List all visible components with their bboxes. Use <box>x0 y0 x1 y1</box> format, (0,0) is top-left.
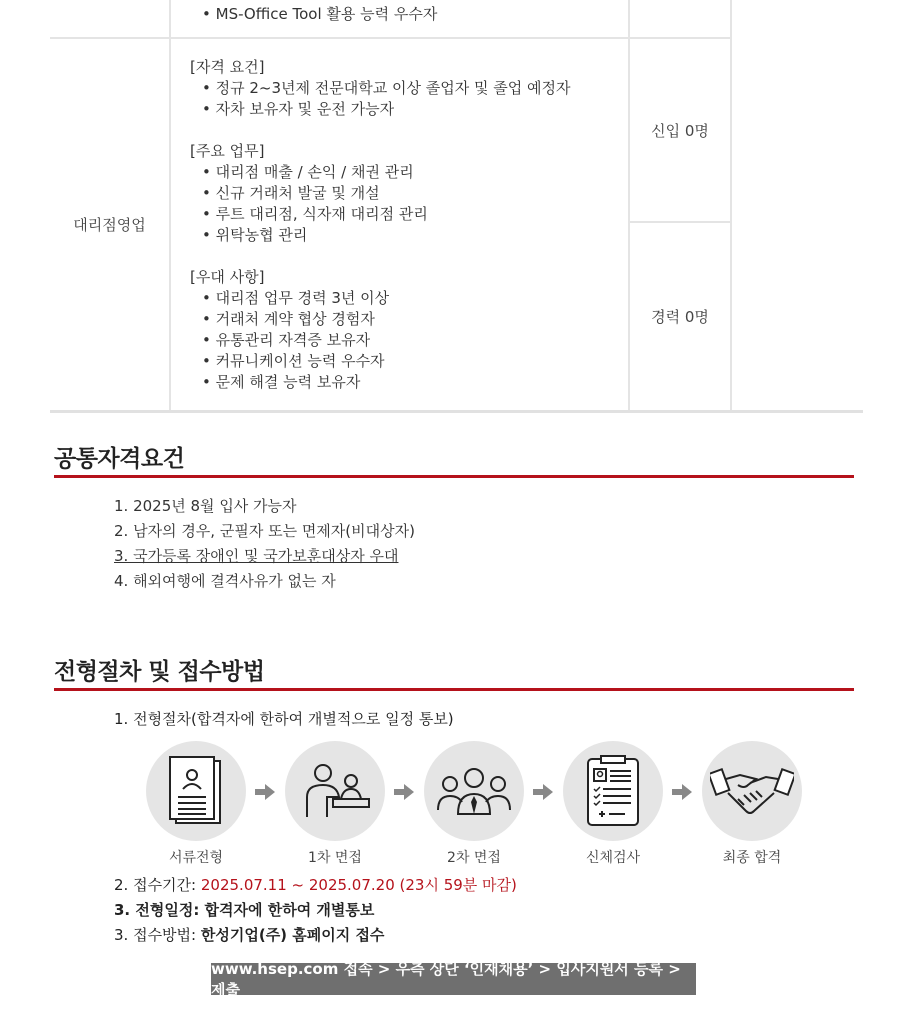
application-period: 2. 접수기간: 2025.07.11 ~ 2025.07.20 (23시 59분 마감) <box>114 876 517 894</box>
schedule-line: 3. 전형일정: 합격자에 한하여 개별통보 <box>114 901 375 919</box>
method-value: 한성기업(주) 홈페이지 접수 <box>200 926 385 944</box>
step-label: 서류전형 <box>168 850 224 866</box>
list-item: 3. 국가등록 장애인 및 국가보훈대상자 우대 <box>114 547 399 565</box>
hire-new-cell <box>630 39 730 221</box>
process-step <box>424 741 524 867</box>
hire-exp-count: 경력 0명 <box>651 308 709 326</box>
schedule-value: 합격자에 한하여 개별통보 <box>204 901 375 919</box>
arrow-right-icon <box>394 784 414 800</box>
interview-icon <box>299 761 371 821</box>
arrow-right-icon <box>672 784 692 800</box>
method-line: 3. 접수방법: 한성기업(주) 홈페이지 접수 <box>114 926 385 944</box>
process-step <box>563 741 663 867</box>
step-circle <box>702 741 802 841</box>
arrow-right-icon <box>533 784 553 800</box>
job-table <box>50 0 863 414</box>
handshake-icon <box>710 763 794 819</box>
preferences-title: [우대 사항] <box>190 268 265 286</box>
list-item: • 거래처 계약 협상 경험자 <box>202 310 375 328</box>
group-interview-icon <box>436 766 512 816</box>
step-label: 1차 면접 <box>308 850 362 866</box>
step-circle <box>285 741 385 841</box>
list-item: • 커뮤니케이션 능력 우수자 <box>202 352 385 370</box>
section-divider <box>54 475 854 478</box>
process-step <box>146 741 246 867</box>
period-value: 2025.07.11 ~ 2025.07.20 (23시 59분 마감) <box>200 876 517 894</box>
duties-title: [주요 업무] <box>190 142 265 160</box>
list-item: • 유통관리 자격증 보유자 <box>202 331 371 349</box>
process-title: 전형절차 및 접수방법 <box>54 659 265 685</box>
section-divider <box>54 688 854 691</box>
qualification-cell <box>190 57 620 393</box>
qualifications-title: [자격 요건] <box>190 58 265 76</box>
department-name: 대리점영업 <box>73 216 146 234</box>
hire-exp-cell <box>630 223 730 410</box>
list-item: • 대리점 매출 / 손익 / 채권 관리 <box>202 163 414 181</box>
list-item: • 루트 대리점, 식자재 대리점 관리 <box>202 205 428 223</box>
step-circle <box>146 741 246 841</box>
step-label: 2차 면접 <box>447 850 501 866</box>
list-item: • 문제 해결 능력 보유자 <box>202 373 361 391</box>
list-item: • 신규 거래처 발굴 및 개설 <box>202 184 380 202</box>
step-circle <box>424 741 524 841</box>
table-divider <box>169 0 171 412</box>
step-circle <box>563 741 663 841</box>
checkup-icon <box>585 755 641 827</box>
prev-row-bullet: • MS-Office Tool 활용 능력 우수자 <box>202 5 438 23</box>
process-intro: 1. 전형절차(합격자에 한하여 개별적으로 일정 통보) <box>114 710 454 728</box>
table-divider <box>730 0 732 412</box>
document-icon <box>166 755 226 827</box>
common-requirements-title: 공통자격요건 <box>54 446 185 472</box>
process-step <box>285 741 385 867</box>
common-requirements-list <box>114 494 415 594</box>
list-item: • 정규 2~3년제 전문대학교 이상 졸업자 및 졸업 예정자 <box>202 79 571 97</box>
apply-instruction-text: www.hsep.com 접속 > 우측 상단 ‘인재채용’ > 입사지원서 등록 > 제출 <box>211 960 681 999</box>
list-item: • 자차 보유자 및 운전 가능자 <box>202 100 395 118</box>
step-label: 신체검사 <box>585 850 641 866</box>
process-step <box>702 741 802 867</box>
department-cell <box>50 39 169 410</box>
arrow-right-icon <box>255 784 275 800</box>
step-label: 최종 합격 <box>722 850 782 866</box>
list-item: 2. 남자의 경우, 군필자 또는 면제자(비대상자) <box>114 522 415 540</box>
list-item: 1. 2025년 8월 입사 가능자 <box>114 497 297 515</box>
table-divider <box>50 410 863 413</box>
list-item: • 위탁농협 관리 <box>202 226 308 244</box>
list-item: 4. 해외여행에 결격사유가 없는 자 <box>114 572 336 590</box>
apply-instruction-bar[interactable] <box>211 960 696 999</box>
list-item: • 대리점 업무 경력 3년 이상 <box>202 289 390 307</box>
hire-new-count: 신입 0명 <box>651 121 709 140</box>
